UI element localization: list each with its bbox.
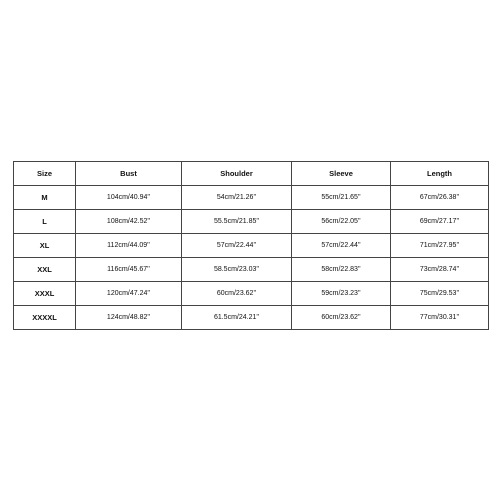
cell-bust: 104cm/40.94'' [76, 186, 182, 210]
cell-size: XXL [14, 258, 76, 282]
cell-sleeve: 55cm/21.65'' [292, 186, 391, 210]
cell-size: XXXL [14, 282, 76, 306]
cell-bust: 116cm/45.67'' [76, 258, 182, 282]
cell-shoulder: 61.5cm/24.21'' [182, 306, 292, 330]
table-header-row [14, 162, 489, 186]
table-row [14, 210, 489, 234]
header-length: Length [391, 162, 489, 186]
header-bust: Bust [76, 162, 182, 186]
table-row [14, 186, 489, 210]
cell-length: 67cm/26.38'' [391, 186, 489, 210]
cell-sleeve: 60cm/23.62'' [292, 306, 391, 330]
cell-length: 69cm/27.17'' [391, 210, 489, 234]
cell-bust: 120cm/47.24'' [76, 282, 182, 306]
table-row [14, 234, 489, 258]
header-shoulder: Shoulder [182, 162, 292, 186]
cell-bust: 108cm/42.52'' [76, 210, 182, 234]
cell-shoulder: 60cm/23.62'' [182, 282, 292, 306]
cell-bust: 112cm/44.09'' [76, 234, 182, 258]
cell-sleeve: 57cm/22.44'' [292, 234, 391, 258]
cell-shoulder: 58.5cm/23.03'' [182, 258, 292, 282]
cell-length: 75cm/29.53'' [391, 282, 489, 306]
cell-size: XL [14, 234, 76, 258]
cell-length: 71cm/27.95'' [391, 234, 489, 258]
cell-shoulder: 55.5cm/21.85'' [182, 210, 292, 234]
cell-sleeve: 56cm/22.05'' [292, 210, 391, 234]
header-size: Size [14, 162, 76, 186]
cell-size: L [14, 210, 76, 234]
cell-bust: 124cm/48.82'' [76, 306, 182, 330]
cell-size: XXXXL [14, 306, 76, 330]
cell-length: 73cm/28.74'' [391, 258, 489, 282]
cell-size: M [14, 186, 76, 210]
cell-sleeve: 58cm/22.83'' [292, 258, 391, 282]
table-row [14, 258, 489, 282]
table-row [14, 306, 489, 330]
cell-length: 77cm/30.31'' [391, 306, 489, 330]
table-row [14, 282, 489, 306]
cell-sleeve: 59cm/23.23'' [292, 282, 391, 306]
size-chart-table [13, 161, 489, 330]
cell-shoulder: 57cm/22.44'' [182, 234, 292, 258]
header-sleeve: Sleeve [292, 162, 391, 186]
cell-shoulder: 54cm/21.26'' [182, 186, 292, 210]
